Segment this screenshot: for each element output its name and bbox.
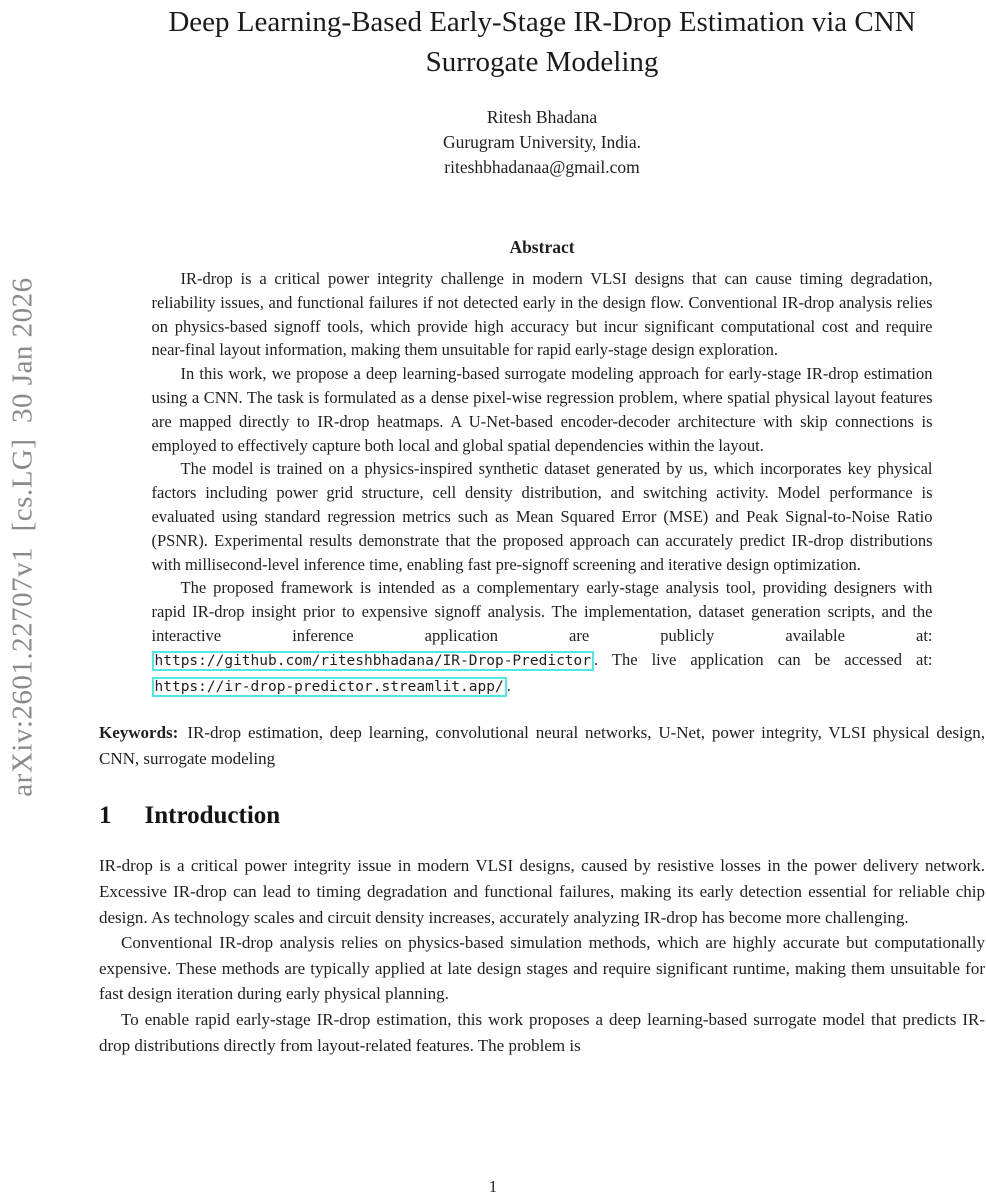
paper-title-line: Deep Learning-Based Early-Stage IR-Drop Estimation via CNN xyxy=(168,6,916,38)
section-number: 1 xyxy=(99,802,112,830)
intro-paragraph: IR-drop is a critical power integrity issue in modern VLSI designs, caused by resistive losses in the power delivery network. Excessive IR-drop can lead to timing degradation and functional failures, making its early detection essential for reliable chip design. As technology scales and circuit density increases, accurately analyzing IR-drop has become more challenging. xyxy=(99,856,985,927)
author-name: Ritesh Bhadana xyxy=(486,107,598,127)
keywords-text: IR-drop estimation, deep learning, convolutional neural networks, U-Net, power integrity, VLSI physical design, CNN, surrogate modeling xyxy=(99,723,985,768)
abstract-paragraph: IR-drop is a critical power integrity challenge in modern VLSI designs that can cause timing degradation, reliability issues, and functional failures if not detected early in the design flow. Conventional IR-drop analysis relies on physics-based signoff tools, which provide high accuracy but incur significant computational cost and require near-final layout information, making them unsuitable for rapid early-stage design exploration. xyxy=(151,269,933,360)
introduction-body xyxy=(99,853,985,1058)
paper-title-line: Surrogate Modeling xyxy=(425,46,659,78)
abstract-text-segment: . The live application can be accessed at: xyxy=(594,649,933,669)
github-repo-link[interactable]: https://github.com/riteshbhadana/IR-Drop-Predictor xyxy=(152,651,595,671)
paper-content xyxy=(99,0,985,1058)
paper-title xyxy=(99,2,985,82)
abstract-paragraph xyxy=(152,576,933,699)
keywords-label: Keywords: xyxy=(99,723,179,743)
intro-paragraph: To enable rapid early-stage IR-drop estimation, this work proposes a deep learning-based surrogate model that predicts IR-drop distributions directly from layout-related features. The problem is xyxy=(99,1009,985,1055)
intro-paragraph: Conventional IR-drop analysis relies on physics-based simulation methods, which are highly accurate but computationally expensive. These methods are typically applied at late design stages and require significant runtime, making them unsuitable for fast design iteration during early physical planning. xyxy=(99,933,985,1004)
section-title: Introduction xyxy=(144,802,281,830)
section-heading-introduction xyxy=(99,802,985,830)
author-affiliation: Gurugram University, India. xyxy=(442,132,642,152)
abstract-text-segment: . xyxy=(506,675,511,695)
page-number: 1 xyxy=(488,1177,498,1196)
abstract-paragraph: The model is trained on a physics-inspired synthetic dataset generated by us, which incorporates key physical factors including power grid structure, cell density distribution, and switching activity. Model performance is evaluated using standard regression metrics such as Mean Squared Error (MSE) and Peak Signal-to-Noise Ratio (PSNR). Experimental results demonstrate that the proposed approach can accurately predict IR-drop distributions with millisecond-level inference time, enabling fast pre-signoff screening and iterative design optimization. xyxy=(151,459,933,574)
keywords-line xyxy=(99,720,985,771)
abstract-paragraph: In this work, we propose a deep learning-based surrogate modeling approach for early-stage IR-drop estimation using a CNN. The task is formulated as a dense pixel-wise regression problem, where spatial physical layout features are mapped directly to IR-drop heatmaps. A U-Net-based encoder-decoder architecture with skip connections is employed to effectively capture both local and global spatial dependencies within the layout. xyxy=(151,364,933,455)
arxiv-watermark: arXiv:2601.22707v1 [cs.LG] 30 Jan 2026 xyxy=(6,277,39,797)
author-block xyxy=(99,105,985,180)
abstract-body xyxy=(152,267,933,699)
author-email: riteshbhadanaa@gmail.com xyxy=(444,157,640,177)
live-app-link[interactable]: https://ir-drop-predictor.streamlit.app/ xyxy=(152,677,507,697)
abstract-heading: Abstract xyxy=(509,237,575,257)
abstract-text-segment: The proposed framework is intended as a complementary early-stage analysis tool, providing designers with rapid IR-drop insight prior to expensive signoff analysis. The implementation, dataset generation scripts, and the interactive inference application are publicly available at: xyxy=(151,578,933,645)
